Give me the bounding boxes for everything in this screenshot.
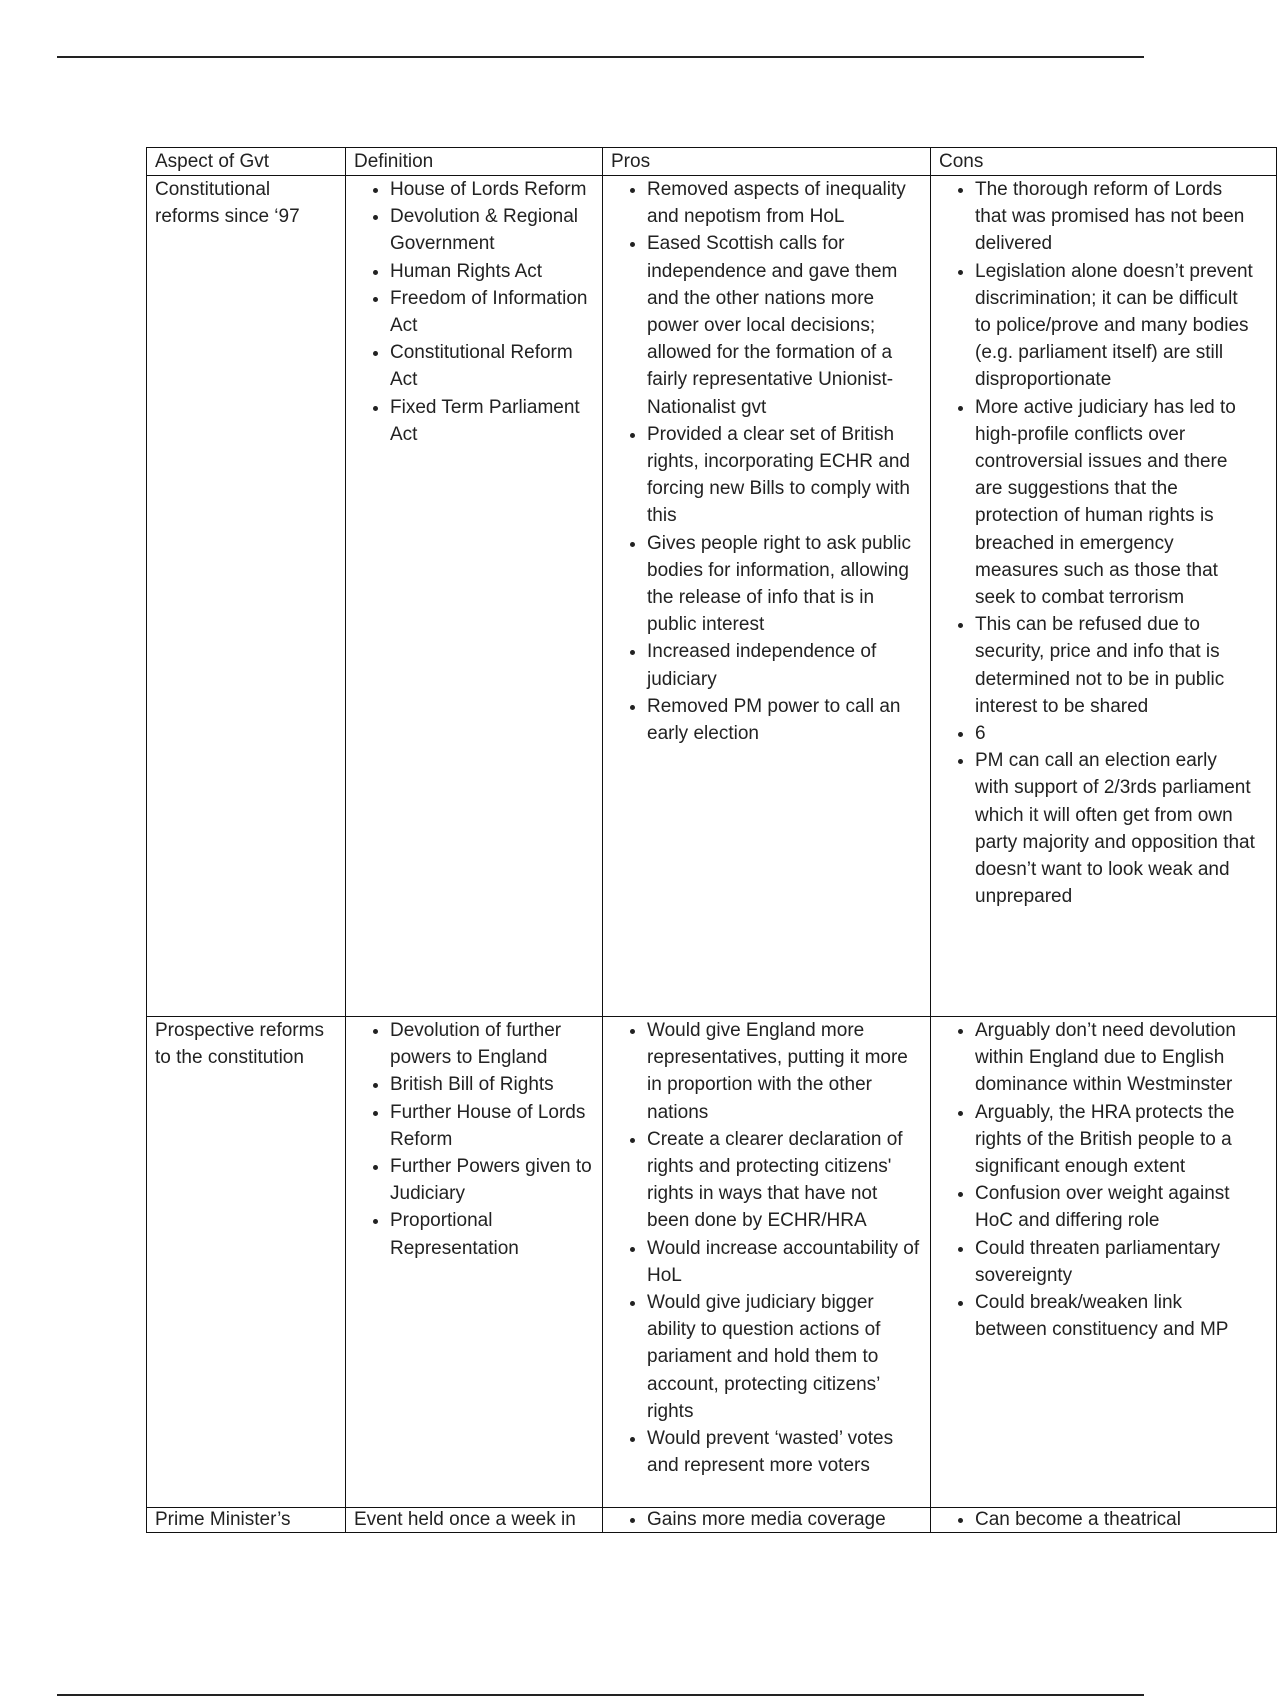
cons-list <box>939 176 1255 910</box>
list-item: • More active judiciary has led to high-profile conflicts over controversial issues and there are suggestions that the protection of human rights is breached in emergency measures such as those that seek to combat terrorism <box>975 394 1255 612</box>
definition-cell <box>346 176 603 1017</box>
list-item: • Would give England more representatives, putting it more in proportion with the other nations <box>647 1017 922 1126</box>
list-item: • Provided a clear set of British rights, incorporating ECHR and forcing new Bills to comply with this <box>647 421 922 530</box>
list-item: • Can become a theatrical <box>975 1508 1255 1532</box>
pros-cell <box>603 1508 931 1533</box>
table-row <box>147 176 1277 1017</box>
pros-list <box>611 176 922 747</box>
list-item: • Would give judiciary bigger ability to question actions of pariament and hold them to account, protecting citizens’ rights <box>647 1289 922 1425</box>
list-item: • Further Powers given to Judiciary <box>390 1153 594 1207</box>
aspect-text: Constitutional reforms since ‘97 <box>155 179 300 228</box>
pros-cell <box>603 176 931 1017</box>
list-item: • Devolution of further powers to England <box>390 1017 594 1071</box>
list-item: • 6 <box>975 720 1255 747</box>
header-pros: Pros <box>603 148 931 176</box>
aspect-cell <box>147 176 346 1017</box>
header-rule <box>57 56 1144 58</box>
aspect-text: Prime Minister’s <box>155 1509 291 1530</box>
list-item: • Could break/weaken link between constituency and MP <box>975 1289 1255 1343</box>
list-item: • PM can call an election early with support of 2/3rds parliament which it will often get from own party majority and opposition that doesn’t want to look weak and unprepared <box>975 747 1255 910</box>
list-item: • Confusion over weight against HoC and differing role <box>975 1180 1255 1234</box>
comparison-table <box>146 147 1277 1533</box>
definition-text: Event held once a week in <box>354 1509 576 1530</box>
list-item: • Eased Scottish calls for independence and gave them and the other nations more power over local decisions; allowed for the formation of a fairly representative Unionist-Nationalist gvt <box>647 230 922 420</box>
list-item: • This can be refused due to security, price and info that is determined not to be in public interest to be shared <box>975 611 1255 720</box>
definition-list <box>354 176 594 448</box>
header-definition: Definition <box>346 148 603 176</box>
list-item: • Increased independence of judiciary <box>647 638 922 692</box>
cons-cell <box>931 1017 1277 1508</box>
cons-cell <box>931 1508 1277 1533</box>
list-item: • Could threaten parliamentary sovereignty <box>975 1235 1255 1289</box>
pros-list <box>611 1017 922 1479</box>
cons-cell <box>931 176 1277 1017</box>
list-item: • Further House of Lords Reform <box>390 1099 594 1153</box>
header-cons: Cons <box>931 148 1277 176</box>
list-item: • Fixed Term Parliament Act <box>390 394 594 448</box>
list-item: • Removed aspects of inequality and nepotism from HoL <box>647 176 922 230</box>
definition-list <box>354 1017 594 1262</box>
aspect-cell <box>147 1508 346 1533</box>
list-item: • Would increase accountability of HoL <box>647 1235 922 1289</box>
aspect-text: Prospective reforms to the constitution <box>155 1020 324 1069</box>
list-item: • Gives people right to ask public bodies for information, allowing the release of info that is in public interest <box>647 530 922 639</box>
list-item: • Freedom of Information Act <box>390 285 594 339</box>
list-item: • Constitutional Reform Act <box>390 339 594 393</box>
list-item: • Devolution & Regional Government <box>390 203 594 257</box>
header-aspect: Aspect of Gvt <box>147 148 346 176</box>
pros-list <box>611 1508 922 1532</box>
table-row <box>147 1508 1277 1533</box>
definition-cell <box>346 1508 603 1533</box>
list-item: • British Bill of Rights <box>390 1071 594 1098</box>
list-item: • House of Lords Reform <box>390 176 594 203</box>
footer-rule <box>57 1694 1144 1696</box>
list-item: • Arguably don’t need devolution within England due to English dominance within Westminster <box>975 1017 1255 1099</box>
cons-list <box>939 1508 1255 1532</box>
list-item: • Create a clearer declaration of rights and protecting citizens' rights in ways that have not been done by ECHR/HRA <box>647 1126 922 1235</box>
table-row <box>147 1017 1277 1508</box>
list-item: • The thorough reform of Lords that was promised has not been delivered <box>975 176 1255 258</box>
list-item: • Would prevent ‘wasted’ votes and represent more voters <box>647 1425 922 1479</box>
table-container <box>146 147 1255 1533</box>
list-item: • Arguably, the HRA protects the rights of the British people to a significant enough extent <box>975 1099 1255 1181</box>
header-row <box>147 148 1277 176</box>
list-item: • Proportional Representation <box>390 1207 594 1261</box>
list-item: • Human Rights Act <box>390 258 594 285</box>
pros-cell <box>603 1017 931 1508</box>
list-item: • Gains more media coverage <box>647 1508 922 1532</box>
aspect-cell <box>147 1017 346 1508</box>
list-item: • Legislation alone doesn’t prevent discrimination; it can be difficult to police/prove and many bodies (e.g. parliament itself) are still disproportionate <box>975 258 1255 394</box>
list-item: • Removed PM power to call an early election <box>647 693 922 747</box>
cons-list <box>939 1017 1255 1343</box>
definition-cell <box>346 1017 603 1508</box>
